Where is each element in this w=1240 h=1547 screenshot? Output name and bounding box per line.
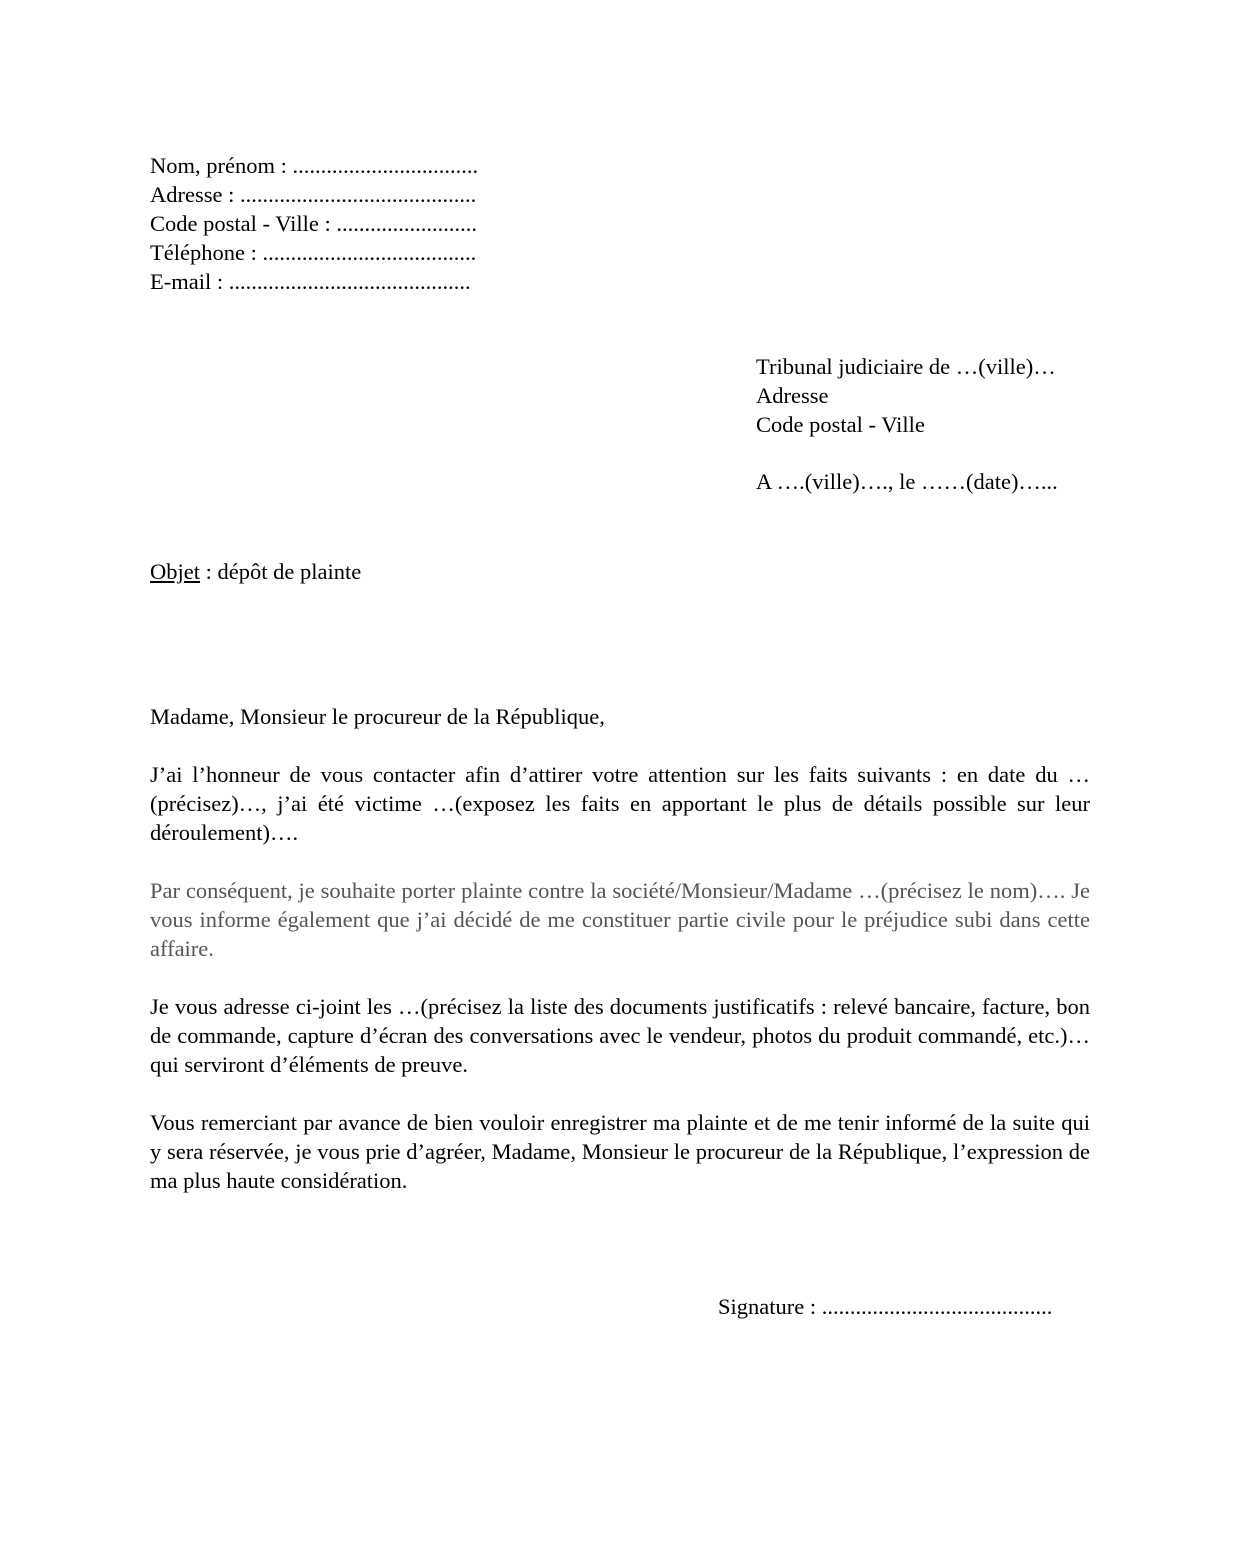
sender-email-line: E-mail : ........................................... <box>150 269 471 294</box>
recipient-postal: Code postal - Ville <box>756 412 925 437</box>
sender-postal-line: Code postal - Ville : ......................... <box>150 211 477 236</box>
paragraph-closing: Vous remerciant par avance de bien vouloir enregistrer ma plainte et de me tenir informé de la suite qui y sera réservée, je vous prie d’agréer, Madame, Monsieur le procureur de la République, l’expression de ma plus haute considération. <box>150 1110 1090 1193</box>
sender-block <box>150 151 650 296</box>
recipient-block <box>756 352 1116 439</box>
salutation: Madame, Monsieur le procureur de la République, <box>150 704 605 729</box>
paragraph-facts: J’ai l’honneur de vous contacter afin d’attirer votre attention sur les faits suivants : en date du …(précisez)…, j’ai été victime …(exposez les faits en apportant le plus de détails possible sur leur déroulement)…. <box>150 762 1090 845</box>
sender-phone-line: Téléphone : ...................................... <box>150 240 477 265</box>
subject-line <box>150 557 361 586</box>
subject-text: : dépôt de plainte <box>200 559 362 584</box>
paragraph-attachments: Je vous adresse ci-joint les …(précisez la liste des documents justificatifs : relevé bancaire, facture, bon de commande, capture d’écran des conversations avec le vendeur, photos du produit commandé, etc.)… qui serviront d’éléments de preuve. <box>150 994 1090 1077</box>
sender-address-line: Adresse : .......................................... <box>150 182 477 207</box>
signature-line: Signature : ......................................... <box>718 1294 1053 1319</box>
subject-label: Objet <box>150 559 200 584</box>
recipient-address: Adresse <box>756 383 829 408</box>
paragraph-complaint: Par conséquent, je souhaite porter plainte contre la société/Monsieur/Madame …(précisez le nom)…. Je vous informe également que j’ai décidé de me constituer partie civile pour le préjudice subi dans cette affaire. <box>150 878 1090 961</box>
recipient-court: Tribunal judiciaire de …(ville)… <box>756 354 1056 379</box>
place-date-line: A ….(ville)…., le ……(date)…... <box>756 469 1058 494</box>
sender-name-line: Nom, prénom : ................................. <box>150 153 479 178</box>
letter-body <box>150 702 1090 1224</box>
